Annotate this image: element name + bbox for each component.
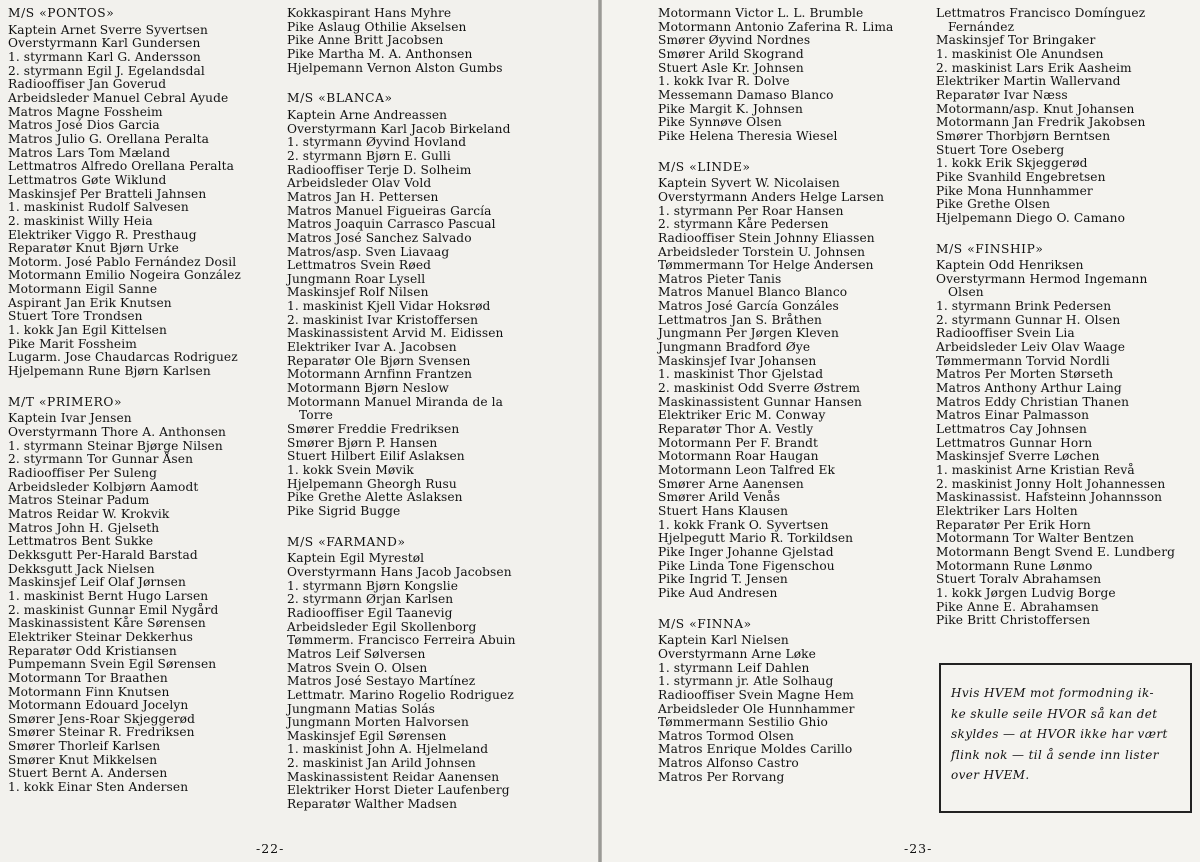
crew-line: Stuert Hans Klausen xyxy=(658,503,789,518)
crew-line: Elektriker Martin Wallervand xyxy=(936,74,1121,89)
ship-section xyxy=(936,243,1198,628)
crew-line: Motormann Roar Haugan xyxy=(658,449,819,464)
crew-line: Matros Per Rorvang xyxy=(658,769,785,784)
crew-line: Lugarm. Jose Chaudarcas Rodriguez xyxy=(8,350,238,365)
crew-line: Maskinsjef Ivar Johansen xyxy=(658,353,817,368)
crew-line: Matros Anthony Arthur Laing xyxy=(936,381,1122,396)
crew-line: Radiooffiser Svein Lia xyxy=(936,326,1075,341)
crew-line: Lettmatros Jan S. Bråthen xyxy=(658,312,823,327)
crew-line: Matros Alfonso Castro xyxy=(658,756,799,771)
crew-line: Kaptein Syvert W. Nicolaisen xyxy=(658,176,840,191)
crew-line: Lettmatros Alfredo Orellana Peralta xyxy=(8,159,234,174)
crew-line: Pike Britt Christoffersen xyxy=(936,613,1091,628)
crew-line: Pike Mona Hunnhammer xyxy=(936,183,1093,198)
ship-heading: M/S «LINDE» xyxy=(658,159,751,174)
ship-heading: M/S «FINSHIP» xyxy=(936,241,1044,256)
crew-line: Maskinassist. Hafsteinn Johannsson xyxy=(936,490,1163,505)
crew-line: 1. styrmann Per Roar Hansen xyxy=(658,203,844,218)
crew-line: 1. kokk Jan Egil Kittelsen xyxy=(8,323,167,338)
crew-line: Reparatør Walther Madsen xyxy=(287,797,458,812)
crew-line: 2. maskinist Gunnar Emil Nygård xyxy=(8,602,219,617)
crew-line: Maskinsjef Sverre Løchen xyxy=(936,449,1100,464)
crew-line: Motormann Tor Braathen xyxy=(8,670,168,685)
crew-line: Matros Manuel Figueiras García xyxy=(287,203,492,218)
note-line: over HVEM. xyxy=(951,768,1030,782)
crew-line: Tømmermann Sestilio Ghio xyxy=(658,715,828,730)
column-3 xyxy=(658,7,934,797)
crew-line: Matros Eddy Christian Thanen xyxy=(936,394,1130,409)
crew-line: Maskinsjef Rolf Nilsen xyxy=(287,285,429,300)
crew-line: Fernández xyxy=(948,19,1015,34)
crew-line: Overstyrmann Karl Jacob Birkeland xyxy=(287,121,511,136)
ship-heading: M/S «PONTOS» xyxy=(8,6,115,20)
crew-line: Matros Enrique Moldes Carillo xyxy=(658,742,853,757)
crew-line: 2. styrmann Ørjan Karlsen xyxy=(287,592,454,607)
crew-line: Stuert Bernt A. Andersen xyxy=(8,766,168,781)
ship-section xyxy=(8,7,288,379)
crew-line: Elektriker Steinar Dekkerhus xyxy=(8,629,194,644)
crew-line: Smører Jens-Roar Skjeggerød xyxy=(8,711,195,726)
crew-line: 1. styrmann Steinar Bjørge Nilsen xyxy=(8,438,223,453)
crew-line: Reparatør Thor A. Vestly xyxy=(658,422,814,437)
crew-line: Jungmann Matias Solás xyxy=(287,701,435,716)
crew-line: Radiooffiser Terje D. Solheim xyxy=(287,162,472,177)
crew-line: Pike Aslaug Othilie Akselsen xyxy=(287,19,467,34)
crew-line: 1. maskinist Ole Anundsen xyxy=(936,46,1104,61)
crew-line: 2. styrmann Kåre Pedersen xyxy=(658,217,829,232)
crew-line: Overstyrmann Anders Helge Larsen xyxy=(658,189,885,204)
crew-line: Aspirant Jan Erik Knutsen xyxy=(8,295,172,310)
crew-line: Matros José Sestayo Martínez xyxy=(287,674,476,689)
crew-line: Kaptein Arnet Sverre Syvertsen xyxy=(8,22,208,37)
crew-line: Matros Pieter Tanis xyxy=(658,271,782,286)
crew-line: 2. maskinist Odd Sverre Østrem xyxy=(658,381,861,396)
crew-line: 1. kokk Einar Sten Andersen xyxy=(8,780,189,795)
crew-line: Kaptein Arne Andreassen xyxy=(287,107,448,122)
crew-line: Arbeidsleder Manuel Cebral Ayude xyxy=(8,90,229,105)
crew-line: Jungmann Bradford Øye xyxy=(658,340,811,355)
crew-line: Kaptein Odd Henriksen xyxy=(936,258,1084,273)
crew-line: Kaptein Karl Nielsen xyxy=(658,633,789,648)
crew-line: 2. maskinist Ivar Kristoffersen xyxy=(287,312,479,327)
crew-line: Lettmatros Francisco Domínguez xyxy=(936,6,1146,20)
crew-line: Matros Einar Palmasson xyxy=(936,408,1090,423)
crew-line: Maskinassistent Kåre Sørensen xyxy=(8,616,206,631)
crew-line: Elektriker Ivar A. Jacobsen xyxy=(287,340,457,355)
crew-line: Pike Aud Andresen xyxy=(658,585,778,600)
crew-line: Torre xyxy=(299,408,333,423)
crew-line: 1. styrmann Øyvind Hovland xyxy=(287,135,467,150)
crew-line: Smører Arild Skogrand xyxy=(658,46,804,61)
crew-line: Motormann Manuel Miranda de la xyxy=(287,394,504,409)
crew-line: Pike Margit K. Johnsen xyxy=(658,101,803,116)
crew-line: Elektriker Eric M. Conway xyxy=(658,408,826,423)
crew-line: Dekksgutt Jack Nielsen xyxy=(8,561,155,576)
crew-line: Arbeidsleder Olav Vold xyxy=(287,176,432,191)
ship-section xyxy=(287,7,593,75)
crew-line: Matros Magne Fossheim xyxy=(8,104,163,119)
note-line: ke skulle seile HVOR så kan det xyxy=(951,706,1158,721)
crew-line: Jungmann Per Jørgen Kleven xyxy=(658,326,839,341)
crew-line: Pike Martha M. A. Anthonsen xyxy=(287,46,473,61)
crew-line: Elektriker Horst Dieter Laufenberg xyxy=(287,783,510,798)
crew-line: 2. styrmann Tor Gunnar Åsen xyxy=(8,452,194,467)
crew-line: Reparatør Knut Bjørn Urke xyxy=(8,241,179,256)
column-4 xyxy=(936,7,1198,641)
crew-line: Overstyrmann Hans Jacob Jacobsen xyxy=(287,564,512,579)
crew-line: Hjelpemann Rune Bjørn Karlsen xyxy=(8,364,211,379)
crew-line: Matros/asp. Sven Liavaag xyxy=(287,244,450,259)
crew-line: Pike Grethe Alette Aslaksen xyxy=(287,490,463,505)
crew-line: Stuert Toralv Abrahamsen xyxy=(936,572,1102,587)
crew-line: Matros John H. Gjelseth xyxy=(8,520,160,535)
crew-line: Smører Øyvind Nordnes xyxy=(658,33,811,48)
crew-line: Stuert Tore Trondsen xyxy=(8,309,143,324)
crew-line: Reparatør Odd Kristiansen xyxy=(8,643,177,658)
crew-line: Maskinassistent Reidar Aanensen xyxy=(287,769,500,784)
crew-line: Smører Steinar R. Fredriksen xyxy=(8,725,195,740)
crew-line: Pike Marit Fossheim xyxy=(8,336,137,351)
crew-line: Arbeidsleder Ole Hunnhammer xyxy=(658,701,855,716)
crew-line: Motormann Bjørn Neslow xyxy=(287,381,449,396)
crew-line: Matros Leif Sølversen xyxy=(287,646,426,661)
crew-line: Motormann Victor L. L. Brumble xyxy=(658,6,864,20)
crew-line: Radiooffiser Svein Magne Hem xyxy=(658,687,854,702)
crew-line: Pike Anne E. Abrahamsen xyxy=(936,599,1099,614)
crew-line: Motormann Edouard Jocelyn xyxy=(8,698,189,713)
crew-line: Arbeidsleder Egil Skollenborg xyxy=(287,619,477,634)
crew-line: Tømmermann Tor Helge Andersen xyxy=(658,258,874,273)
crew-line: Motormann Finn Knutsen xyxy=(8,684,170,699)
crew-line: Lettmatros Gøte Wiklund xyxy=(8,172,167,187)
column-1 xyxy=(8,7,288,808)
crew-line: Matros José Sanchez Salvado xyxy=(287,230,472,245)
crew-line: 2. maskinist Jan Arild Johnsen xyxy=(287,756,476,771)
crew-line: Tømmerm. Francisco Ferreira Abuin xyxy=(287,633,516,648)
crew-line: 1. styrmann Brink Pedersen xyxy=(936,299,1112,314)
crew-line: Reparatør Ivar Næss xyxy=(936,87,1068,102)
ship-heading: M/S «FARMAND» xyxy=(287,534,406,549)
crew-line: Lettmatros Svein Røed xyxy=(287,258,432,273)
crew-line: 1. maskinist Arne Kristian Revå xyxy=(936,463,1135,477)
ship-section xyxy=(287,92,593,518)
crew-line: Motormann Emilio Nogeira González xyxy=(8,268,241,283)
crew-line: Matros Tormod Olsen xyxy=(658,728,794,743)
crew-line: Jungmann Morten Halvorsen xyxy=(287,715,469,730)
ship-heading: M/S «FINNA» xyxy=(658,616,752,631)
crew-line: Motormann Bengt Svend E. Lundberg xyxy=(936,544,1176,559)
ship-section xyxy=(936,7,1198,226)
crew-line: Reparatør Per Erik Horn xyxy=(936,517,1091,532)
crew-line: Motormann Tor Walter Bentzen xyxy=(936,531,1135,546)
crew-line: Matros José Dios Garcia xyxy=(8,118,160,133)
crew-line: Maskinassistent Gunnar Hansen xyxy=(658,394,862,409)
crew-line: Motormann Antonio Zaferina R. Lima xyxy=(658,19,894,34)
crew-line: Overstyrmann Karl Gundersen xyxy=(8,36,201,51)
crew-line: Smører Bjørn P. Hansen xyxy=(287,435,438,450)
note-line: flink nok — til å sende inn lister xyxy=(951,747,1159,762)
crew-line: Motormann Leon Talfred Ek xyxy=(658,463,835,477)
crew-line: Arbeidsleder Leiv Olav Waage xyxy=(936,340,1126,355)
crew-line: 1. maskinist Thor Gjelstad xyxy=(658,367,824,382)
crew-line: Maskinsjef Egil Sørensen xyxy=(287,728,447,743)
ship-section xyxy=(658,161,934,601)
crew-line: 1. maskinist Kjell Vidar Hoksrød xyxy=(287,299,491,314)
crew-line: Lettmatros Gunnar Horn xyxy=(936,435,1093,450)
page-number: -22- xyxy=(256,841,285,856)
crew-line: Pike Svanhild Engebretsen xyxy=(936,169,1106,184)
crew-line: Pike Linda Tone Figenschou xyxy=(658,558,835,573)
crew-line: Motormann Arnfinn Frantzen xyxy=(287,367,473,382)
crew-line: Smører Arild Venås xyxy=(658,490,781,505)
ship-heading: M/S «BLANCA» xyxy=(287,91,393,106)
crew-line: 1. styrmann Karl G. Andersson xyxy=(8,49,201,64)
crew-line: Motormann Eigil Sanne xyxy=(8,282,158,297)
crew-line: Hjelpegutt Mario R. Torkildsen xyxy=(658,531,854,546)
crew-line: 2. styrmann Bjørn E. Gulli xyxy=(287,148,451,163)
crew-line: Hjelpemann Vernon Alston Gumbs xyxy=(287,60,503,75)
crew-line: Tømmermann Torvid Nordli xyxy=(936,353,1110,368)
ship-section xyxy=(8,396,288,795)
crew-line: 2. maskinist Lars Erik Aasheim xyxy=(936,60,1132,75)
crew-line: Radiooffiser Per Suleng xyxy=(8,466,158,480)
crew-line: Lettmatros Bent Sukke xyxy=(8,534,154,549)
crew-line: Kaptein Egil Myrestøl xyxy=(287,551,425,566)
crew-line: 1. styrmann Bjørn Kongslie xyxy=(287,578,459,593)
crew-line: Pike Grethe Olsen xyxy=(936,197,1051,212)
crew-line: Reparatør Ole Bjørn Svensen xyxy=(287,353,471,368)
crew-line: Kaptein Ivar Jensen xyxy=(8,411,132,426)
crew-line: 1. maskinist Rudolf Salvesen xyxy=(8,200,189,215)
crew-line: Radiooffiser Stein Johnny Eliassen xyxy=(658,230,875,245)
crew-line: Matros Steinar Padum xyxy=(8,493,150,508)
crew-line: Matros Jan H. Pettersen xyxy=(287,189,439,204)
crew-line: Kokkaspirant Hans Myhre xyxy=(287,6,452,20)
crew-line: Pike Inger Johanne Gjelstad xyxy=(658,544,834,559)
crew-line: Stuert Tore Oseberg xyxy=(936,142,1065,157)
page-number: -23- xyxy=(904,841,933,856)
crew-line: Pike Anne Britt Jacobsen xyxy=(287,33,444,48)
crew-line: Overstyrmann Hermod Ingemann xyxy=(936,271,1148,286)
crew-line: 1. maskinist John A. Hjelmeland xyxy=(287,742,489,757)
crew-line: Stuert Asle Kr. Johnsen xyxy=(658,60,804,75)
note-line: skyldes — at HVOR ikke har vært xyxy=(951,727,1168,741)
crew-line: Olsen xyxy=(948,285,984,300)
crew-line: Elektriker Lars Holten xyxy=(936,503,1078,518)
crew-line: Overstyrmann Arne Løke xyxy=(658,646,816,661)
crew-line: Lettmatr. Marino Rogelio Rodriguez xyxy=(287,687,514,702)
crew-line: Matros Svein O. Olsen xyxy=(287,660,428,675)
crew-line: 2. styrmann Egil J. Egelandsdal xyxy=(8,63,205,78)
crew-line: Motorm. José Pablo Fernández Dosil xyxy=(8,254,237,269)
crew-line: Hjelpemann Diego O. Camano xyxy=(936,210,1126,225)
ship-section xyxy=(658,7,934,144)
ship-section xyxy=(287,536,593,812)
crew-line: Matros Per Morten Størseth xyxy=(936,367,1114,382)
crew-line: 1. kokk Frank O. Syvertsen xyxy=(658,517,829,532)
crew-line: Maskinsjef Leif Olaf Jørnsen xyxy=(8,575,186,590)
crew-line: 1. styrmann jr. Atle Solhaug xyxy=(658,674,834,689)
crew-line: Maskinsjef Per Bratteli Jahnsen xyxy=(8,186,207,201)
crew-line: Pumpemann Svein Egil Sørensen xyxy=(8,657,217,672)
crew-line: Radiooffiser Jan Goverud xyxy=(8,77,167,92)
crew-line: Stuert Hilbert Eilif Aslaksen xyxy=(287,449,465,464)
crew-line: Radiooffiser Egil Taanevig xyxy=(287,605,453,620)
column-2 xyxy=(287,7,593,825)
crew-line: Pike Synnøve Olsen xyxy=(658,115,782,130)
crew-line: Matros Julio G. Orellana Peralta xyxy=(8,131,210,146)
crew-line: Pike Helena Theresia Wiesel xyxy=(658,128,838,143)
crew-line: Smører Arne Aanensen xyxy=(658,476,804,491)
crew-line: Maskinassistent Arvid M. Eidissen xyxy=(287,326,504,341)
crew-line: 1. kokk Jørgen Ludvig Borge xyxy=(936,585,1116,600)
crew-line: Elektriker Viggo R. Presthaug xyxy=(8,227,197,242)
crew-line: Matros Joaquin Carrasco Pascual xyxy=(287,217,496,232)
crew-line: Pike Ingrid T. Jensen xyxy=(658,572,788,587)
ship-heading: M/T «PRIMERO» xyxy=(8,394,123,409)
crew-line: Smører Freddie Fredriksen xyxy=(287,422,460,437)
crew-line: Pike Sigrid Bugge xyxy=(287,503,401,518)
page-22 xyxy=(0,0,598,862)
crew-line: Motormann Jan Fredrik Jakobsen xyxy=(936,115,1146,130)
crew-line: Messemann Damaso Blanco xyxy=(658,87,834,102)
crew-line: Arbeidsleder Kolbjørn Aamodt xyxy=(8,479,199,494)
note-line: Hvis HVEM mot formodning ik- xyxy=(951,686,1154,700)
crew-line: Overstyrmann Thore A. Anthonsen xyxy=(8,425,226,440)
crew-line: Matros Reidar W. Krokvik xyxy=(8,506,170,521)
crew-line: Matros Lars Tom Mæland xyxy=(8,145,171,160)
crew-line: Motormann Rune Lønmo xyxy=(936,558,1093,573)
crew-line: Matros José García Gonzáles xyxy=(658,299,839,314)
crew-line: Matros Manuel Blanco Blanco xyxy=(658,285,848,300)
crew-line: Motormann/asp. Knut Johansen xyxy=(936,101,1135,116)
crew-line: Motormann Per F. Brandt xyxy=(658,435,819,450)
crew-line: Hjelpemann Gheorgh Rusu xyxy=(287,476,457,491)
crew-line: 1. kokk Ivar R. Dolve xyxy=(658,74,790,89)
crew-line: 1. maskinist Bernt Hugo Larsen xyxy=(8,588,209,603)
crew-line: Maskinsjef Tor Bringaker xyxy=(936,33,1096,48)
crew-line: Dekksgutt Per-Harald Barstad xyxy=(8,547,198,562)
crew-line: Jungmann Roar Lysell xyxy=(287,271,426,286)
crew-line: 1. kokk Erik Skjeggerød xyxy=(936,156,1088,171)
crew-line: Arbeidsleder Torstein U. Johnsen xyxy=(658,244,866,259)
crew-line: Smører Thorleif Karlsen xyxy=(8,739,161,754)
crew-line: Smører Thorbjørn Berntsen xyxy=(936,128,1111,143)
crew-line: 2. maskinist Willy Heia xyxy=(8,213,153,228)
crew-line: 2. maskinist Jonny Holt Johannessen xyxy=(936,476,1166,491)
crew-line: Lettmatros Cay Johnsen xyxy=(936,422,1087,437)
crew-line: 1. kokk Svein Møvik xyxy=(287,463,414,477)
note-box xyxy=(939,663,1192,813)
crew-line: 1. styrmann Leif Dahlen xyxy=(658,660,810,675)
crew-line: 2. styrmann Gunnar H. Olsen xyxy=(936,312,1121,327)
crew-line: Smører Knut Mikkelsen xyxy=(8,752,158,767)
ship-section xyxy=(658,618,934,785)
